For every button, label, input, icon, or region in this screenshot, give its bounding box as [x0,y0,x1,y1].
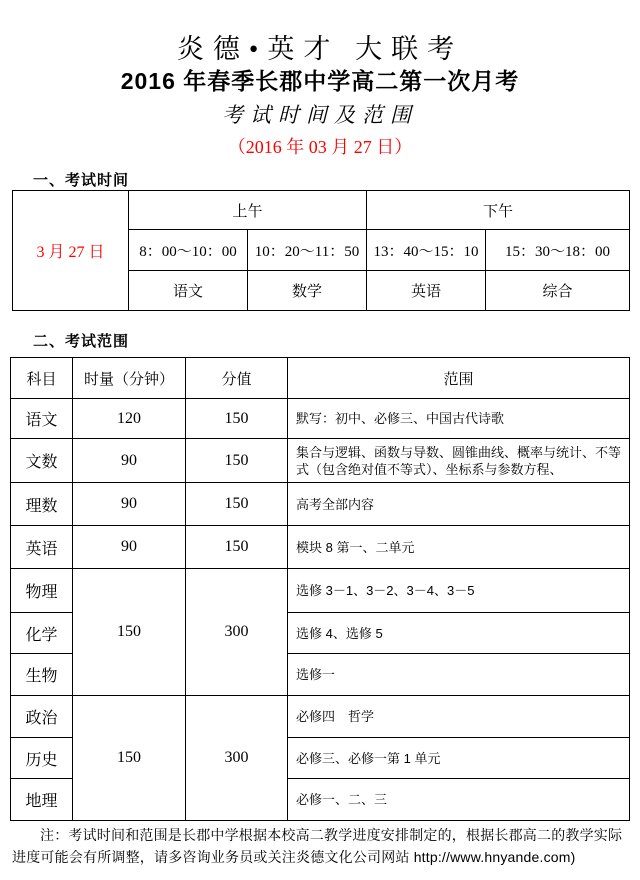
scope-header-row [11,358,630,399]
subject-cell: 物理 [11,569,73,613]
slot-time: 15：30～18：00 [486,230,630,271]
scope-cell: 必修三、必修一第 1 单元 [288,738,630,779]
brand-title: 炎德•英才 大联考 [176,34,464,64]
doc-subtitle: 考试时间及范围 [222,103,418,127]
scope-cell: 选修一 [288,654,630,696]
slot-subject: 英语 [367,271,486,311]
col-header-subject: 科目 [11,358,73,399]
schedule-date-cell: 3 月 27 日 [13,191,129,311]
section-heading-exam-scope: 二、考试范围 [33,333,130,350]
slot-time: 8：00～10：00 [129,230,248,271]
scope-table [10,357,630,821]
table-row [11,399,630,439]
subject-cell: 生物 [11,654,73,696]
table-row [11,439,630,483]
scope-cell: 必修四 哲学 [288,696,630,738]
scope-cell: 集合与逻辑、函数与导数、圆锥曲线、概率与统计、不等式（包含绝对值不等式）、坐标系与参数方程、 [288,439,630,483]
slot-time: 13：40～15：10 [367,230,486,271]
scope-cell: 选修 3－1、3－2、3－4、3－5 [288,569,630,613]
duration-cell-merged: 150 [73,569,186,696]
scope-cell: 模块 8 第一、二单元 [288,526,630,569]
section-heading-exam-time: 一、考试时间 [33,172,130,189]
scope-cell: 默写：初中、必修三、中国古代诗歌 [288,399,630,439]
subject-cell: 语文 [11,399,73,439]
exam-title: 2016 年春季长郡中学高二第一次月考 [120,68,520,94]
pm-header-cell: 下午 [367,191,630,230]
table-row [11,483,630,526]
footer-note: 注：考试时间和范围是长郡中学根据本校高二教学进度安排制定的，根据长郡高二的教学实际进度可能会有所调整，请多咨询业务员或关注炎德文化公司网站 http://www.hnyande.com) [12,827,623,865]
schedule-header-row [13,191,630,230]
am-header-cell: 上午 [129,191,367,230]
score-cell-merged: 300 [186,696,288,821]
slot-subject: 综合 [486,271,630,311]
col-header-duration: 时量（分钟） [73,358,186,399]
subject-cell: 文数 [11,439,73,483]
table-row [11,696,630,738]
slot-subject: 语文 [129,271,248,311]
score-cell-merged: 300 [186,569,288,696]
scope-cell: 必修一、二、三 [288,779,630,821]
duration-cell: 90 [73,483,186,526]
duration-cell: 120 [73,399,186,439]
score-cell: 150 [186,439,288,483]
slot-subject: 数学 [248,271,367,311]
slot-time: 10：20～11：50 [248,230,367,271]
scope-cell: 选修 4、选修 5 [288,613,630,654]
duration-cell: 90 [73,526,186,569]
table-row [11,569,630,613]
subject-cell: 英语 [11,526,73,569]
exam-date-line: （2016 年 03 月 27 日） [227,137,413,157]
subject-cell: 政治 [11,696,73,738]
subject-cell: 化学 [11,613,73,654]
col-header-scope: 范围 [288,358,630,399]
scope-cell: 高考全部内容 [288,483,630,526]
subject-cell: 历史 [11,738,73,779]
score-cell: 150 [186,526,288,569]
subject-cell: 理数 [11,483,73,526]
table-row [11,526,630,569]
duration-cell: 90 [73,439,186,483]
schedule-table [12,190,630,311]
duration-cell-merged: 150 [73,696,186,821]
score-cell: 150 [186,483,288,526]
subject-cell: 地理 [11,779,73,821]
score-cell: 150 [186,399,288,439]
col-header-score: 分值 [186,358,288,399]
